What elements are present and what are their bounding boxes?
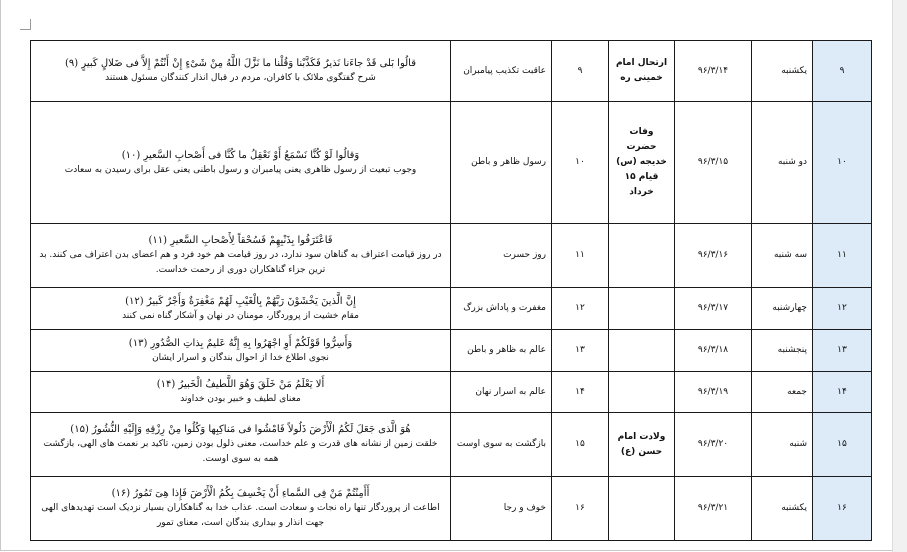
- schedule-table: [30, 40, 872, 541]
- row-number-cell: ۱۱: [813, 224, 872, 288]
- table-row: [31, 477, 872, 541]
- verse-cell: [31, 477, 451, 541]
- table-row: [31, 102, 872, 224]
- verse-translation: معنای لطیف و خبیر بودن خداوند: [180, 394, 301, 404]
- row-number-cell: ۱۲: [813, 288, 872, 330]
- verse-cell: [31, 41, 451, 102]
- occasion-cell: [609, 224, 675, 288]
- row-number-cell: ۱۴: [813, 372, 872, 413]
- occasion-cell: ارتحال امام خمینی ره: [609, 41, 675, 102]
- day-cell: یکشنبه: [752, 41, 813, 102]
- verse-number-cell: ۱۴: [552, 372, 609, 413]
- table-row: [31, 288, 872, 330]
- verse-cell: [31, 288, 451, 330]
- verse-arabic: وَقالُوا لَوْ کُنَّا نَسْمَعُ أَوْ نَعْقِلُ ما کُنَّا فی أَصْحابِ السَّعیرِ (۱۰): [121, 149, 360, 161]
- row-number-cell: ۱۰: [813, 102, 872, 224]
- row-number-cell: ۱۶: [813, 477, 872, 541]
- date-cell: ۹۶/۳/۱۵: [675, 102, 752, 224]
- table-row: [31, 41, 872, 102]
- topic-cell: عاقبت تکذیب پیامبران: [451, 41, 552, 102]
- verse-translation: مقام خشیت از پروردگار، مومنان در نهان و آشکار گناه نمی کنند: [122, 310, 359, 321]
- topic-cell: رسول ظاهر و باطن: [451, 102, 552, 224]
- verse-translation: اطاعت از پروردگار تنها راه نجات و سعادت است. عذاب خدا به گناهکاران بسیار نزدیک است تهدیدهای الهی جهت انذار و بیداری بندگان است، معنای تمور: [41, 503, 440, 528]
- day-cell: چهارشنبه: [752, 288, 813, 330]
- date-cell: ۹۶/۳/۲۰: [675, 413, 752, 477]
- verse-translation: شرح گفتگوی ملائک با کافران، مردم در قبال انذار کنندگان مسئول هستند: [105, 73, 376, 83]
- verse-number-cell: ۱۳: [552, 330, 609, 372]
- verse-arabic: قالُوا بَلی قَدْ جاءَنا نَذیرٌ فَکَذَّبْنا وَقُلْنا ما نَزَّلَ اللَّهُ مِنْ شَیْءٍ إِنْ أَنْتُمْ إِلاَّ فی ضَلالٍ کَبیرٍ (۹): [65, 58, 416, 69]
- date-cell: ۹۶/۳/۱۷: [675, 288, 752, 330]
- table-row: [31, 372, 872, 413]
- verse-number-cell: ۱۵: [552, 413, 609, 477]
- day-cell: جمعه: [752, 372, 813, 413]
- table-row: [31, 330, 872, 372]
- occasion-cell: ولادت امام حسن (ع): [609, 413, 675, 477]
- verse-arabic: فَاعْتَرَفُوا بِذَنْبِهِمْ فَسُحْقاً لِأَصْحابِ السَّعیرِ (۱۱): [148, 235, 333, 246]
- date-cell: ۹۶/۳/۲۱: [675, 477, 752, 541]
- verse-translation: در روز قیامت اعتراف به گناهان سود ندارد، در روز قیامت هم خود فرد و هم اعضای بدن اعتراف می کنند. بد ترین جزاء گناهکاران دوری از رحمت خداست.: [39, 250, 442, 275]
- day-cell: پنجشنبه: [752, 330, 813, 372]
- day-cell: شنبه: [752, 413, 813, 477]
- verse-cell: [31, 413, 451, 477]
- occasion-cell: [609, 477, 675, 541]
- vertical-scrollbar[interactable]: [892, 0, 907, 552]
- topic-cell: روز حسرت: [451, 224, 552, 288]
- margin-mark-vertical: [30, 19, 31, 30]
- verse-translation: خلقت زمین از نشانه های قدرت و علم خداست، معنی ذلول بودن زمین، تاکید بر نعمت های الهی، بازگشت همه به سوی اوست.: [43, 439, 438, 464]
- table-row: [31, 413, 872, 477]
- occasion-cell: [609, 288, 675, 330]
- verse-translation: نجوی اطلاع خدا از احوال بندگان و اسرار ایشان: [152, 352, 329, 363]
- topic-cell: بازگشت به سوی اوست: [451, 413, 552, 477]
- date-cell: ۹۶/۳/۱۸: [675, 330, 752, 372]
- verse-arabic: وَأَسِرُّوا قَوْلَکُمْ أَوِ اجْهَرُوا بِهِ إِنَّهُ عَلیمٌ بِذاتِ الصُّدُورِ (۱۳): [128, 337, 353, 349]
- verse-cell: [31, 224, 451, 288]
- date-cell: ۹۶/۳/۱۴: [675, 41, 752, 102]
- row-number-cell: ۱۵: [813, 413, 872, 477]
- day-cell: سه شنبه: [752, 224, 813, 288]
- verse-arabic: أَلا یَعْلَمُ مَنْ خَلَقَ وَهُوَ اللَّطیفُ الْخَبیرُ (۱۴): [156, 379, 325, 390]
- topic-cell: مغفرت و پاداش بزرگ: [451, 288, 552, 330]
- table-row: [31, 224, 872, 288]
- verse-number-cell: ۱۶: [552, 477, 609, 541]
- verse-arabic: إِنَّ الَّذینَ یَخْشَوْنَ رَبَّهُمْ بِالْغَیْبِ لَهُمْ مَغْفِرَةٌ وَأَجْرٌ کَبیرٌ (۱۲): [125, 295, 356, 307]
- occasion-cell: وفات حضرت خدیجه (س) قیام ۱۵ خرداد: [609, 102, 675, 224]
- verse-cell: [31, 330, 451, 372]
- topic-cell: خوف و رجا: [451, 477, 552, 541]
- day-cell: یکشنبه: [752, 477, 813, 541]
- verse-number-cell: ۹: [552, 41, 609, 102]
- date-cell: ۹۶/۳/۱۹: [675, 372, 752, 413]
- row-number-cell: ۱۳: [813, 330, 872, 372]
- occasion-cell: [609, 372, 675, 413]
- day-cell: دو شنبه: [752, 102, 813, 224]
- topic-cell: عالم به ظاهر و باطن: [451, 330, 552, 372]
- occasion-cell: [609, 330, 675, 372]
- date-cell: ۹۶/۳/۱۶: [675, 224, 752, 288]
- row-number-cell: ۹: [813, 41, 872, 102]
- verse-cell: [31, 102, 451, 224]
- verse-number-cell: ۱۱: [552, 224, 609, 288]
- verse-number-cell: ۱۲: [552, 288, 609, 330]
- verse-arabic: هُوَ الَّذی جَعَلَ لَکُمُ الْأَرْضَ ذَلُولاً فَامْشُوا فی مَناکِبِها وَکُلُوا مِنْ رِزْقِهِ وَإِلَیْهِ النُّشُورُ (۱۵): [70, 424, 411, 435]
- verse-arabic: أَأَمِنْتُمْ مَنْ فِی السَّماءِ أَنْ یَخْسِفَ بِکُمُ الْأَرْضَ فَإِذا هِیَ تَمُورُ (۱۶): [111, 488, 370, 499]
- verse-cell: [31, 372, 451, 413]
- verse-number-cell: ۱۰: [552, 102, 609, 224]
- verse-translation: وجوب تبعیت از رسول ظاهری یعنی پیامبران و رسول باطنی یعنی عقل برای رسیدن به سعادت: [64, 164, 417, 175]
- topic-cell: عالم به اسرار نهان: [451, 372, 552, 413]
